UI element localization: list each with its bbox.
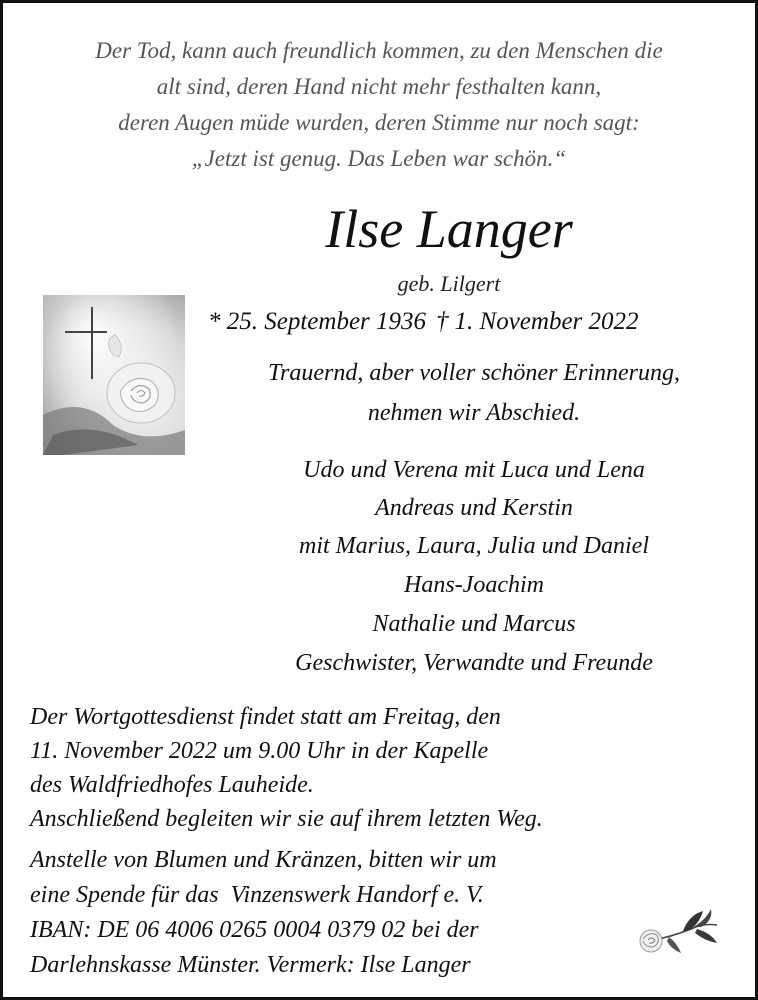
dagger-symbol: †	[436, 308, 449, 335]
deceased-name: Ilse Langer	[325, 199, 573, 259]
poem-line: deren Augen müde wurden, deren Stimme nur noch sagt:	[118, 110, 640, 135]
donation-info	[30, 843, 497, 983]
family-line: mit Marius, Laura, Julia und Daniel	[298, 533, 649, 559]
service-line: Anschließend begleiten wir sie auf ihrem letzten Weg.	[30, 806, 543, 832]
family-line: Andreas und Kerstin	[375, 495, 573, 521]
mourning-line: nehmen wir Abschied.	[367, 400, 581, 426]
service-line: Der Wortgottesdienst findet statt am Freitag, den	[30, 704, 501, 730]
family-line: Hans-Joachim	[404, 572, 544, 598]
donation-line: eine Spende für das Vinzenswerk Handorf e. V.	[30, 882, 484, 908]
birth-date: * 25. September 1936	[208, 308, 427, 335]
poem-line: „Jetzt ist genug. Das Leben war schön.“	[191, 146, 567, 171]
mourning-text	[193, 353, 755, 433]
rose-icon	[631, 903, 721, 958]
poem-line: Der Tod, kann auch freundlich kommen, zu den Menschen die	[95, 38, 663, 63]
poem	[3, 33, 755, 177]
service-info	[30, 700, 543, 836]
family-list	[193, 451, 755, 683]
life-dates	[208, 308, 639, 336]
family-line: Nathalie und Marcus	[372, 611, 576, 637]
poem-line: alt sind, deren Hand nicht mehr festhalten kann,	[156, 74, 602, 99]
cross-and-rose-photo	[43, 295, 185, 455]
maiden-name: geb. Lilgert	[397, 271, 501, 296]
service-line: des Waldfriedhofes Lauheide.	[30, 772, 314, 798]
death-date: 1. November 2022	[454, 308, 639, 335]
donation-line: Anstelle von Blumen und Kränzen, bitten wir um	[30, 847, 497, 873]
service-line: 11. November 2022 um 9.00 Uhr in der Kapelle	[30, 738, 489, 764]
family-line: Geschwister, Verwandte und Freunde	[295, 650, 653, 676]
family-line: Udo und Verena mit Luca und Lena	[303, 457, 645, 483]
donation-line: IBAN: DE 06 4006 0265 0004 0379 02 bei der	[30, 917, 479, 943]
donation-line: Darlehnskasse Münster. Vermerk: Ilse Langer	[30, 952, 471, 978]
mourning-line: Trauernd, aber voller schöner Erinnerung,	[268, 360, 680, 386]
